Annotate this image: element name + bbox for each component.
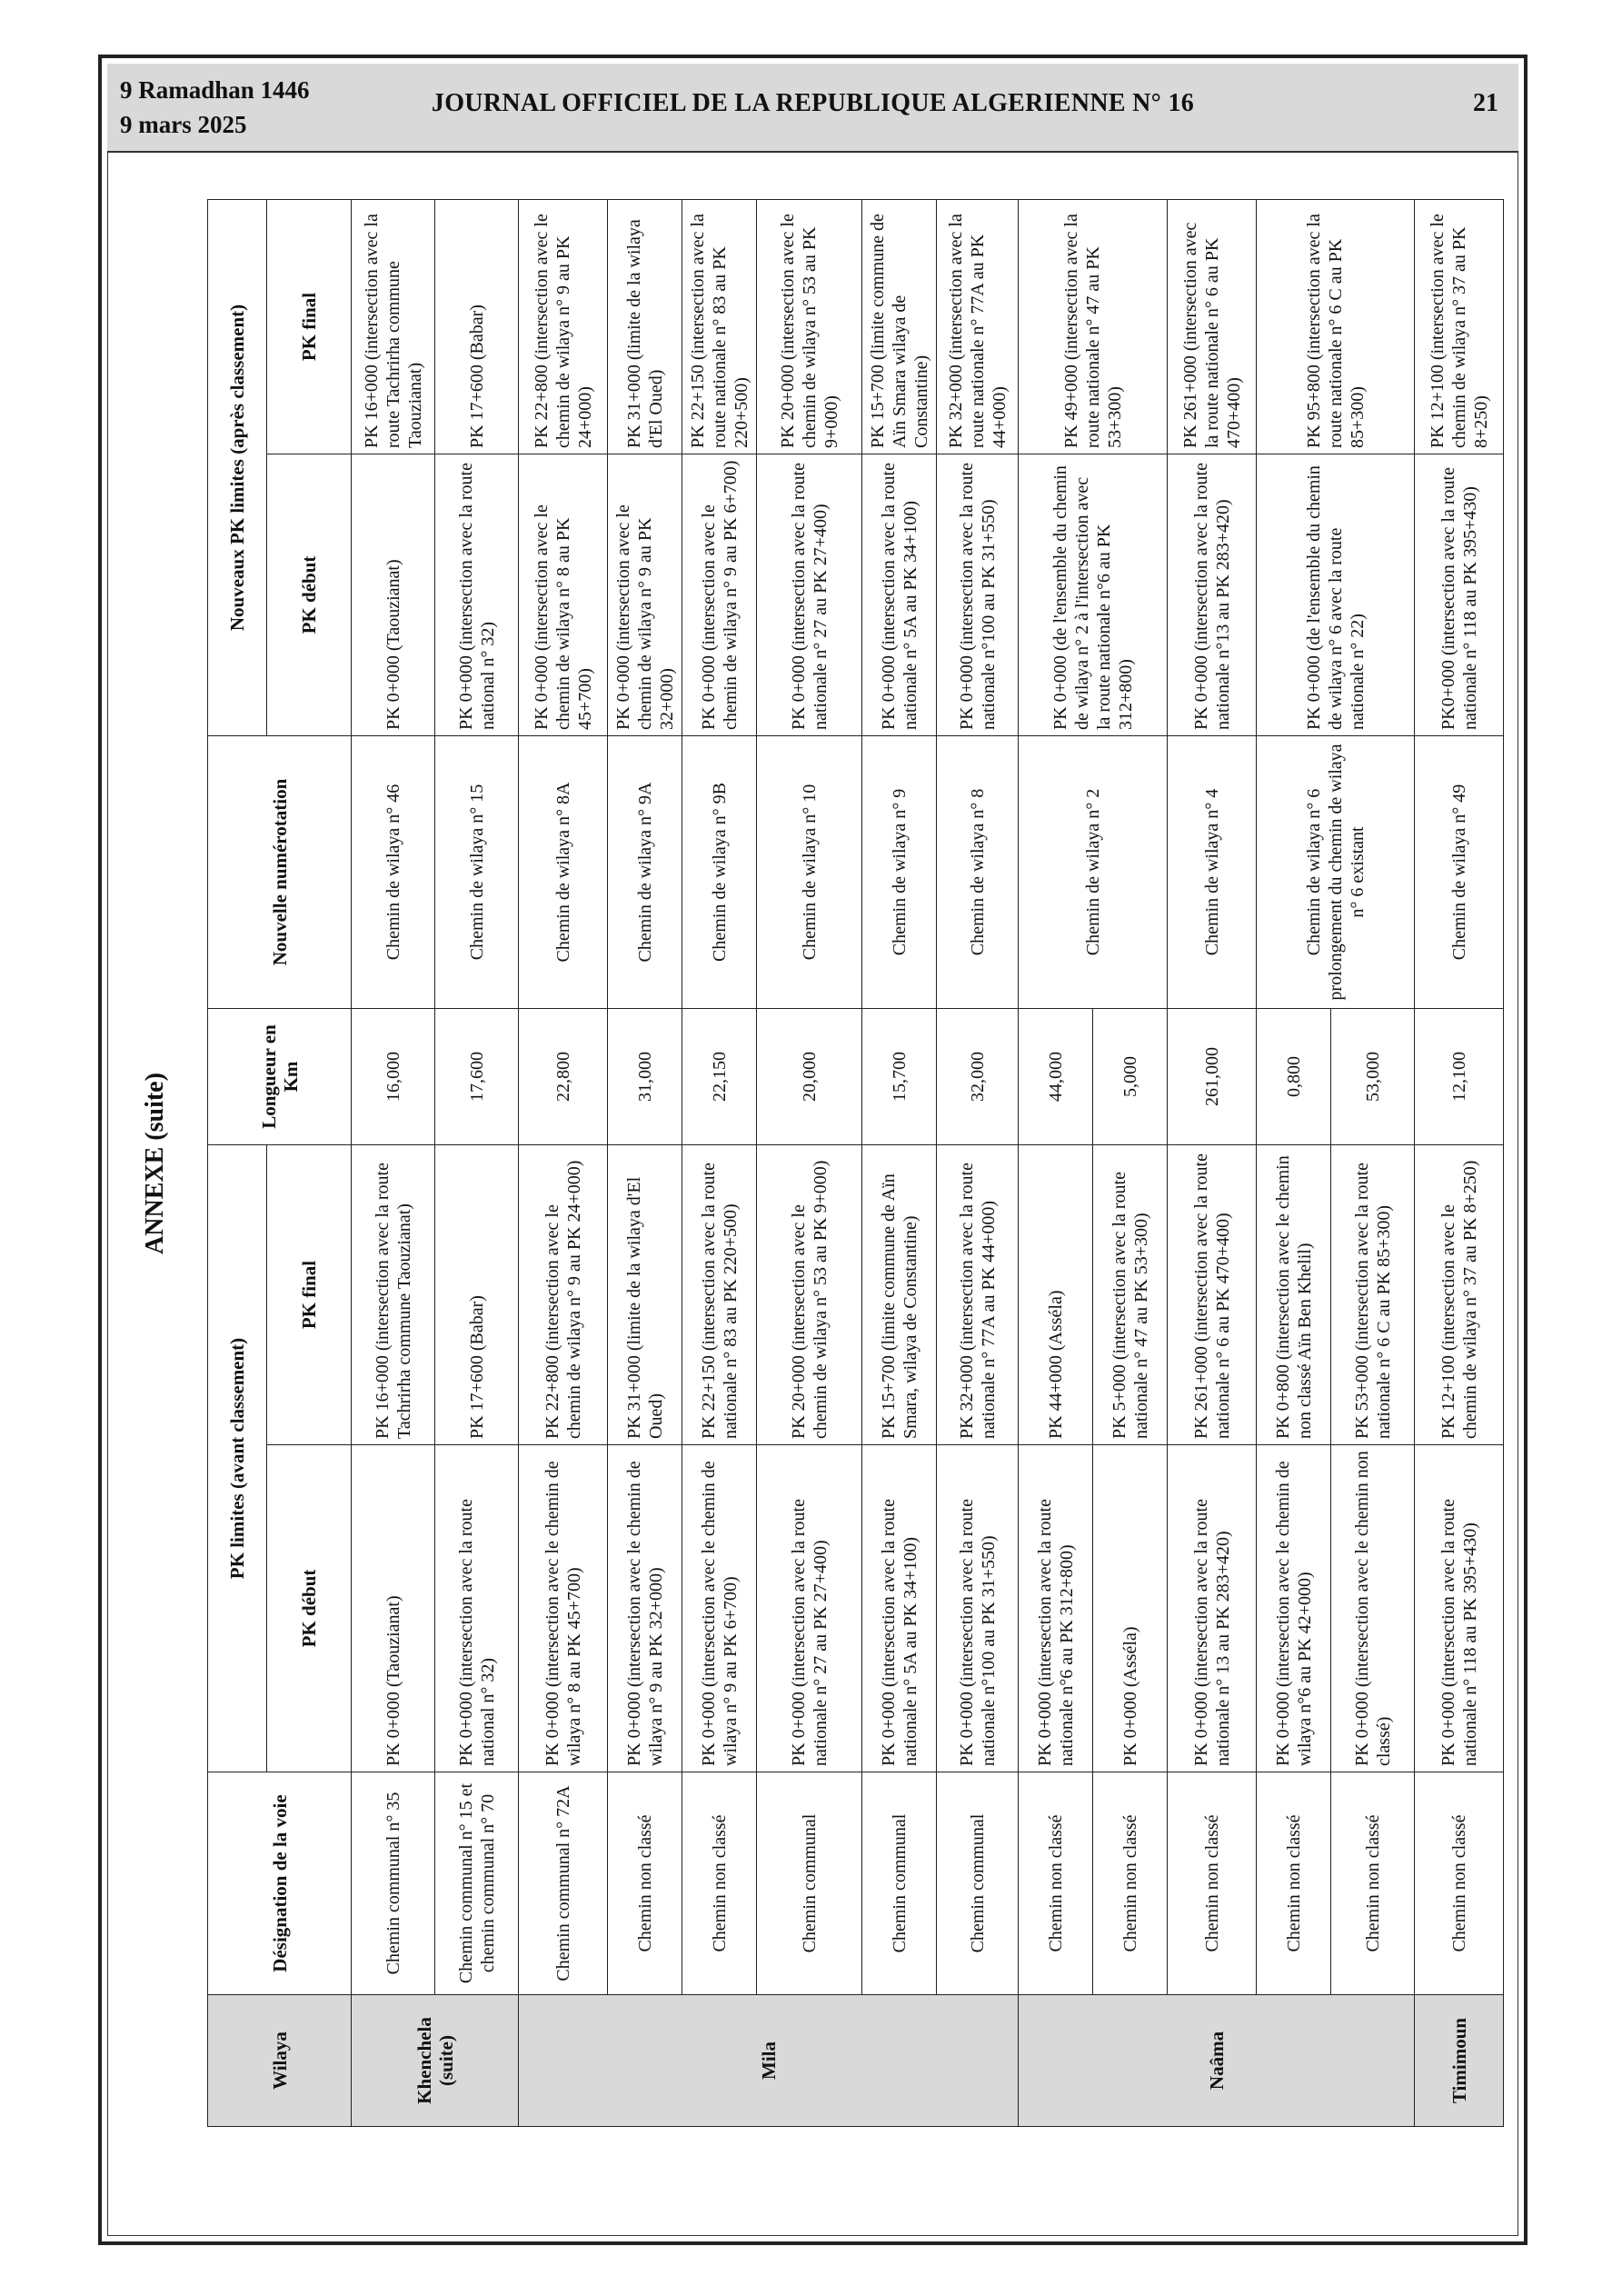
pk-debut-cell: PK 0+000 (intersection avec la route nationale n°100 au PK 31+550) xyxy=(937,1445,1019,1772)
longueur-cell: 20,000 xyxy=(757,1009,862,1145)
longueur-cell: 32,000 xyxy=(937,1009,1019,1145)
longueur-cell: 12,100 xyxy=(1415,1009,1504,1145)
pk-debut-new-cell: PK 0+000 (intersection avec la route nationale n° 5A au PK 34+100) xyxy=(862,454,937,736)
annex-table xyxy=(207,199,1504,2127)
designation-cell: Chemin non classé xyxy=(1331,1772,1415,1995)
pk-final-new-cell: PK 261+000 (intersection avec la route nationale n° 6 au PK 470+400) xyxy=(1168,200,1257,454)
nouvelle-cell: Chemin de wilaya n° 2 xyxy=(1019,736,1168,1009)
designation-cell: Chemin communal n° 15 et chemin communal n° 70 xyxy=(435,1772,519,1995)
pk-final-cell: PK 15+700 (limite commune de Aïn Smara, wilaya de Constantine) xyxy=(862,1145,937,1445)
designation-cell: Chemin communal n° 35 xyxy=(352,1772,435,1995)
table-row xyxy=(435,200,519,2127)
pk-debut-new-cell: PK 0+000 (intersection avec le chemin de wilaya n° 9 au PK 6+700) xyxy=(682,454,757,736)
wilaya-cell: Mila xyxy=(519,1995,1019,2127)
wilaya-cell: Khenchela (suite) xyxy=(352,1995,519,2127)
pk-final-cell: PK 22+150 (intersection avec la route nationale n° 83 au PK 220+500) xyxy=(682,1145,757,1445)
pk-final-cell: PK 261+000 (intersection avec la route nationale n° 6 au PK 470+400) xyxy=(1168,1145,1257,1445)
designation-cell: Chemin communal xyxy=(757,1772,862,1995)
table-row xyxy=(862,200,937,2127)
pk-debut-cell: PK 0+000 (intersection avec la route nationale n°6 au PK 312+800) xyxy=(1019,1445,1093,1772)
pk-debut-cell: PK 0+000 (intersection avec la route national n° 32) xyxy=(435,1445,519,1772)
longueur-cell: 53,000 xyxy=(1331,1009,1415,1145)
pk-debut-cell: PK 0+000 (intersection avec la route nationale n° 118 au PK 395+430) xyxy=(1415,1445,1504,1772)
nouvelle-cell: Chemin de wilaya n° 49 xyxy=(1415,736,1504,1009)
pk-debut-cell: PK 0+000 (Asséla) xyxy=(1093,1445,1168,1772)
pk-final-new-cell: PK 95+800 (intersection avec la route nationale n° 6 C au PK 85+300) xyxy=(1257,200,1415,454)
table-row xyxy=(1168,200,1257,2127)
longueur-cell: 22,800 xyxy=(519,1009,608,1145)
designation-cell: Chemin communal n° 72A xyxy=(519,1772,608,1995)
pk-debut-new-cell: PK 0+000 (intersection avec la route national n° 32) xyxy=(435,454,519,736)
pk-final-new-cell: PK 17+600 (Babar) xyxy=(435,200,519,454)
annex-title: ANNEXE (suite) xyxy=(141,1073,169,1254)
longueur-cell: 15,700 xyxy=(862,1009,937,1145)
wilaya-cell: Timimoun xyxy=(1415,1995,1504,2127)
nouvelle-cell: Chemin de wilaya n° 8 xyxy=(937,736,1019,1009)
pk-final-new-cell: PK 49+000 (intersection avec la route nationale n° 47 au PK 53+300) xyxy=(1019,200,1168,454)
journal-title: JOURNAL OFFICIEL DE LA REPUBLIQUE ALGERIENNE N° 16 xyxy=(431,89,1195,117)
nouvelle-cell: Chemin de wilaya n° 9 xyxy=(862,736,937,1009)
pk-debut-cell: PK 0+000 (intersection avec le chemin de wilaya n° 9 au PK 6+700) xyxy=(682,1445,757,1772)
pk-debut-cell: PK 0+000 (intersection avec le chemin de wilaya n° 8 au PK 45+700) xyxy=(519,1445,608,1772)
journal-header xyxy=(107,64,1518,153)
pk-debut-cell: PK 0+000 (intersection avec la route nationale n° 27 au PK 27+400) xyxy=(757,1445,862,1772)
nouvelle-cell: Chemin de wilaya n° 4 xyxy=(1168,736,1257,1009)
table-row xyxy=(937,200,1019,2127)
longueur-cell: 44,000 xyxy=(1019,1009,1093,1145)
pk-debut-new-cell: PK 0+000 (intersection avec la route nationale n° 27 au PK 27+400) xyxy=(757,454,862,736)
table-row xyxy=(1257,200,1331,2127)
pk-final-new-cell: PK 12+100 (intersection avec le chemin de wilaya n° 37 au PK 8+250) xyxy=(1415,200,1504,454)
pk-debut-cell: PK 0+000 (intersection avec le chemin non classé) xyxy=(1331,1445,1415,1772)
table-row xyxy=(1019,200,1093,2127)
table-row xyxy=(757,200,862,2127)
nouvelle-cell: Chemin de wilaya n° 9B xyxy=(682,736,757,1009)
designation-cell: Chemin communal xyxy=(862,1772,937,1995)
table-row xyxy=(519,200,608,2127)
longueur-cell: 261,000 xyxy=(1168,1009,1257,1145)
designation-cell: Chemin non classé xyxy=(682,1772,757,1995)
table-row xyxy=(1415,200,1504,2127)
pk-final-new-cell: PK 15+700 (limite commune de Aïn Smara wilaya de Constantine) xyxy=(862,200,937,454)
longueur-cell: 16,000 xyxy=(352,1009,435,1145)
pk-debut-new-cell: PK 0+000 (Taouzianat) xyxy=(352,454,435,736)
pk-final-cell: PK 22+800 (intersection avec le chemin de wilaya n° 9 au PK 24+000) xyxy=(519,1145,608,1445)
pk-debut-cell: PK 0+000 (Taouzianat) xyxy=(352,1445,435,1772)
nouvelle-cell: Chemin de wilaya n° 10 xyxy=(757,736,862,1009)
pk-final-new-cell: PK 16+000 (intersection avec la route Tachrirha commune Taouzianat) xyxy=(352,200,435,454)
annex-rotated-area xyxy=(127,200,1491,2127)
pk-final-cell: PK 53+000 (intersection avec la route nationale n° 6 C au PK 85+300) xyxy=(1331,1145,1415,1445)
pk-debut-cell: PK 0+000 (intersection avec la route nationale n° 13 au PK 283+420) xyxy=(1168,1445,1257,1772)
nouvelle-cell: Chemin de wilaya n° 8A xyxy=(519,736,608,1009)
longueur-cell: 5,000 xyxy=(1093,1009,1168,1145)
col-pk-final-new: PK final xyxy=(267,200,352,454)
pk-final-cell: PK 17+600 (Babar) xyxy=(435,1145,519,1445)
pk-debut-cell: PK 0+000 (intersection avec la route nationale n° 5A au PK 34+100) xyxy=(862,1445,937,1772)
pk-final-cell: PK 44+000 (Asséla) xyxy=(1019,1145,1093,1445)
longueur-cell: 0,800 xyxy=(1257,1009,1331,1145)
pk-final-cell: PK 31+000 (limite de la wilaya d'El Oued) xyxy=(608,1145,682,1445)
nouvelle-cell: Chemin de wilaya n° 15 xyxy=(435,736,519,1009)
pk-final-cell: PK 12+100 (intersection avec le chemin de wilaya n° 37 au PK 8+250) xyxy=(1415,1145,1504,1445)
table-row xyxy=(352,200,435,2127)
header-row-1 xyxy=(208,200,267,2127)
nouvelle-cell: Chemin de wilaya n° 46 xyxy=(352,736,435,1009)
pk-final-cell: PK 16+000 (intersection avec la route Tachrirha commune Taouzianat) xyxy=(352,1145,435,1445)
date-hijri: 9 Ramadhan 1446 xyxy=(120,76,310,104)
col-pk-apres: Nouveaux PK limites (après classement) xyxy=(208,200,267,736)
col-longueur: Longueur en Km xyxy=(208,1009,352,1145)
designation-cell: Chemin non classé xyxy=(1019,1772,1093,1995)
pk-debut-new-cell: PK 0+000 (intersection avec le chemin de wilaya n° 9 au PK 32+000) xyxy=(608,454,682,736)
col-wilaya: Wilaya xyxy=(208,1995,352,2127)
designation-cell: Chemin non classé xyxy=(1257,1772,1331,1995)
col-pk-debut: PK début xyxy=(267,1445,352,1772)
nouvelle-cell: Chemin de wilaya n° 6 prolongement du chemin de wilaya n° 6 existant xyxy=(1257,736,1415,1009)
longueur-cell: 22,150 xyxy=(682,1009,757,1145)
pk-final-cell: PK 0+800 (intersection avec le chemin non classé Aïn Ben Khelil) xyxy=(1257,1145,1331,1445)
pk-final-cell: PK 20+000 (intersection avec le chemin de wilaya n° 53 au PK 9+000) xyxy=(757,1145,862,1445)
wilaya-cell: Naâma xyxy=(1019,1995,1415,2127)
pk-final-new-cell: PK 32+000 (intersection avec la route nationale n° 77A au PK 44+000) xyxy=(937,200,1019,454)
pk-final-cell: PK 5+000 (intersection avec la route nationale n° 47 au PK 53+300) xyxy=(1093,1145,1168,1445)
pk-debut-new-cell: PK 0+000 (intersection avec le chemin de wilaya n° 8 au PK 45+700) xyxy=(519,454,608,736)
pk-final-new-cell: PK 31+000 (limite de la wilaya d'El Oued) xyxy=(608,200,682,454)
col-pk-final: PK final xyxy=(267,1145,352,1445)
pk-debut-cell: PK 0+000 (intersection avec le chemin de wilaya n°6 au PK 42+000) xyxy=(1257,1445,1331,1772)
col-nouvelle-num: Nouvelle numérotation xyxy=(208,736,352,1009)
nouvelle-cell: Chemin de wilaya n° 9A xyxy=(608,736,682,1009)
designation-cell: Chemin non classé xyxy=(1093,1772,1168,1995)
col-pk-avant: PK limites (avant classement) xyxy=(208,1145,267,1772)
longueur-cell: 31,000 xyxy=(608,1009,682,1145)
pk-debut-new-cell: PK 0+000 (de l'ensemble du chemin de wilaya n° 6 avec la route nationale n° 22) xyxy=(1257,454,1415,736)
pk-debut-new-cell: PK0+000 (intersection avec la route nationale n° 118 au PK 395+430) xyxy=(1415,454,1504,736)
date-gregorian: 9 mars 2025 xyxy=(120,111,247,138)
pk-final-new-cell: PK 20+000 (intersection avec le chemin de wilaya n° 53 au PK 9+000) xyxy=(757,200,862,454)
designation-cell: Chemin communal xyxy=(937,1772,1019,1995)
pk-debut-new-cell: PK 0+000 (intersection avec la route nationale n°13 au PK 283+420) xyxy=(1168,454,1257,736)
table-row xyxy=(608,200,682,2127)
col-designation: Désignation de la voie xyxy=(208,1772,352,1995)
designation-cell: Chemin non classé xyxy=(1168,1772,1257,1995)
pk-final-new-cell: PK 22+150 (intersection avec la route nationale n° 83 au PK 220+500) xyxy=(682,200,757,454)
designation-cell: Chemin non classé xyxy=(1415,1772,1504,1995)
pk-debut-new-cell: PK 0+000 (intersection avec la route nationale n°100 au PK 31+550) xyxy=(937,454,1019,736)
col-pk-debut-new: PK début xyxy=(267,454,352,736)
page-number: 21 xyxy=(1473,89,1498,117)
designation-cell: Chemin non classé xyxy=(608,1772,682,1995)
longueur-cell: 17,600 xyxy=(435,1009,519,1145)
table-row xyxy=(682,200,757,2127)
pk-debut-cell: PK 0+000 (intersection avec le chemin de wilaya n° 9 au PK 32+000) xyxy=(608,1445,682,1772)
pk-final-cell: PK 32+000 (intersection avec la route nationale n° 77A au PK 44+000) xyxy=(937,1145,1019,1445)
pk-debut-new-cell: PK 0+000 (de l'ensemble du chemin de wilaya n° 2 à l'intersection avec la route nationale n°6 au PK 312+800) xyxy=(1019,454,1168,736)
pk-final-new-cell: PK 22+800 (intersection avec le chemin de wilaya n° 9 au PK 24+000) xyxy=(519,200,608,454)
